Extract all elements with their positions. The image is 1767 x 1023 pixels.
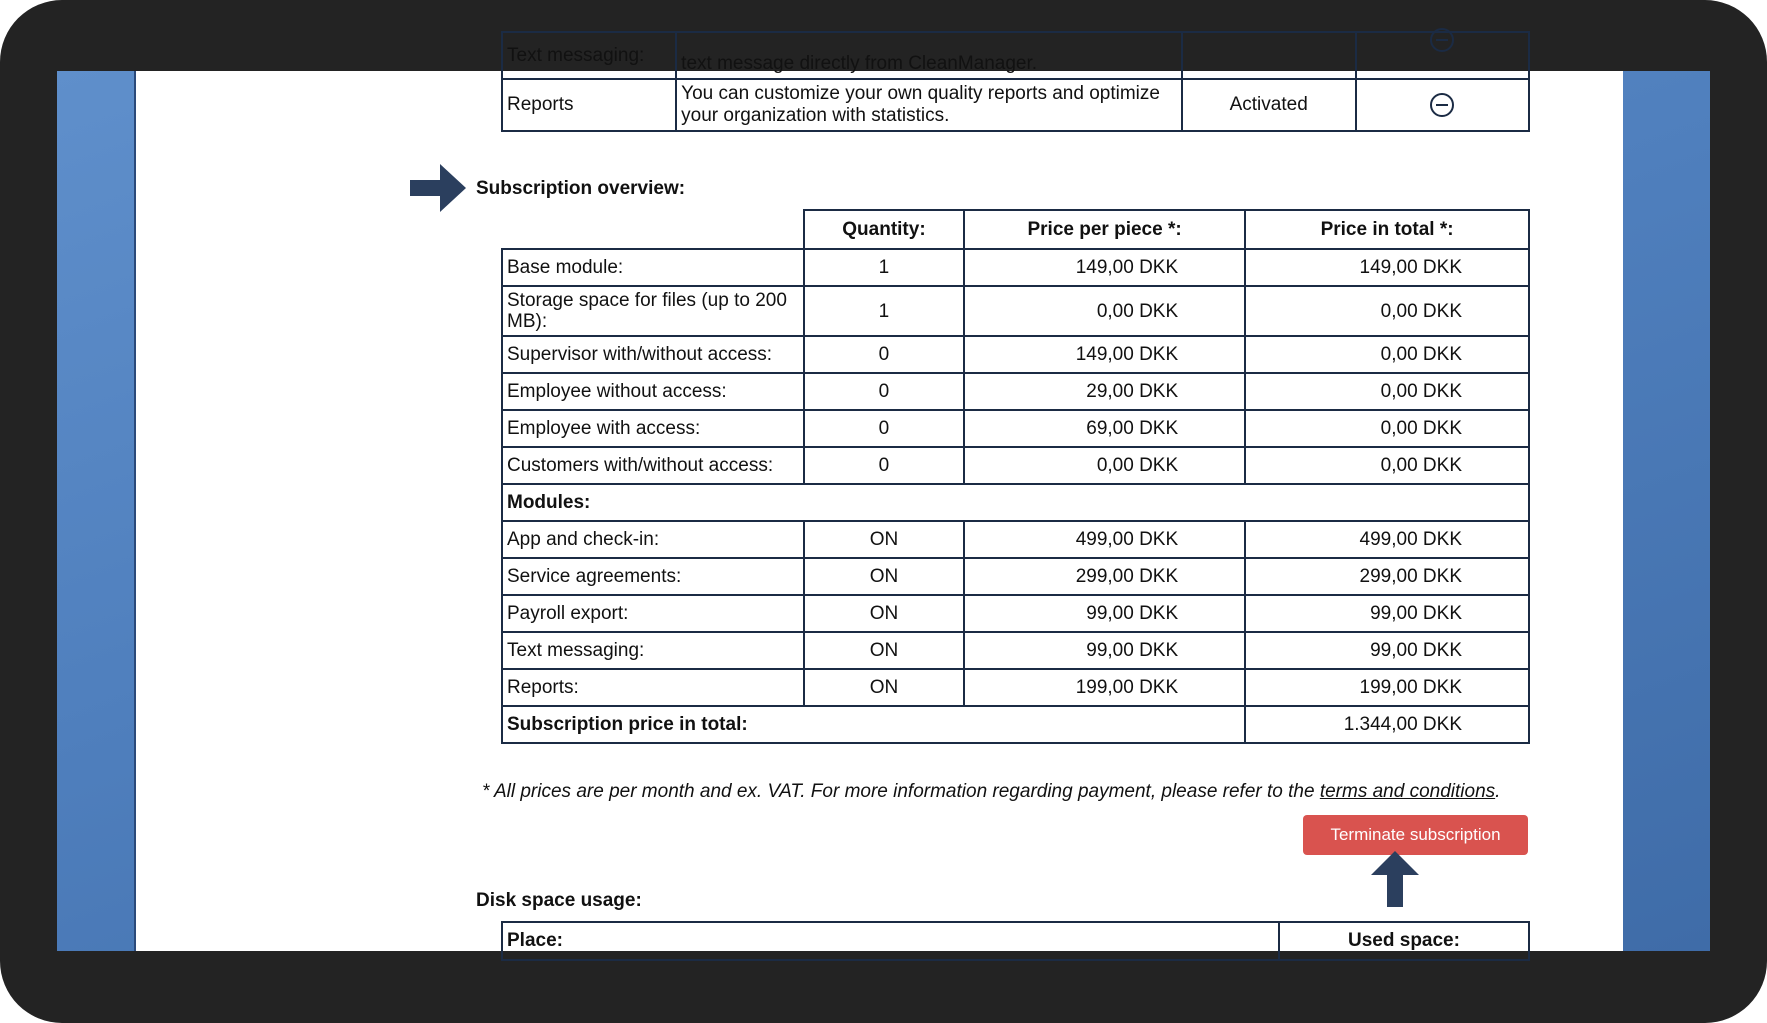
arrow-up-icon <box>1371 851 1419 907</box>
row-label: Supervisor with/without access: <box>502 336 804 373</box>
table-row <box>502 79 1529 131</box>
row-price: 499,00 DKK <box>964 521 1245 558</box>
row-quantity: ON <box>804 558 964 595</box>
row-price: 299,00 DKK <box>964 558 1245 595</box>
table-row <box>502 447 1529 484</box>
header-place: Place: <box>502 922 1279 960</box>
screen <box>57 44 1710 951</box>
row-total: 99,00 DKK <box>1245 595 1529 632</box>
row-quantity: 1 <box>804 286 964 336</box>
row-label: Customers with/without access: <box>502 447 804 484</box>
modules-section-label: Modules: <box>502 484 1529 521</box>
module-status <box>1182 32 1356 79</box>
minus-circle-icon[interactable] <box>1430 28 1454 52</box>
table-row <box>502 249 1529 286</box>
row-quantity: ON <box>804 632 964 669</box>
row-total: 299,00 DKK <box>1245 558 1529 595</box>
header-used-space: Used space: <box>1279 922 1529 960</box>
row-quantity: 1 <box>804 249 964 286</box>
table-row <box>502 521 1529 558</box>
header-quantity: Quantity: <box>804 210 964 249</box>
row-quantity: 0 <box>804 373 964 410</box>
row-quantity: 0 <box>804 447 964 484</box>
subscription-overview-table <box>501 209 1530 744</box>
row-total: 99,00 DKK <box>1245 632 1529 669</box>
module-name: Reports <box>502 79 676 131</box>
row-total: 199,00 DKK <box>1245 669 1529 706</box>
module-description: You can customize your own quality reports and optimize your organization with statistics. <box>676 79 1182 131</box>
table-row <box>502 286 1529 336</box>
row-label: Base module: <box>502 249 804 286</box>
arrow-right-icon <box>410 164 466 212</box>
row-total: 499,00 DKK <box>1245 521 1529 558</box>
row-label: Text messaging: <box>502 632 804 669</box>
row-price: 69,00 DKK <box>964 410 1245 447</box>
row-price: 0,00 DKK <box>964 286 1245 336</box>
row-quantity: ON <box>804 595 964 632</box>
module-status: Activated <box>1182 79 1356 131</box>
header-price-per-piece: Price per piece *: <box>964 210 1245 249</box>
row-price: 99,00 DKK <box>964 595 1245 632</box>
module-description: text message directly from CleanManager. <box>676 32 1182 79</box>
modules-table <box>501 31 1530 132</box>
row-label: Employee without access: <box>502 373 804 410</box>
header-price-total: Price in total *: <box>1245 210 1529 249</box>
table-row <box>502 632 1529 669</box>
row-price: 149,00 DKK <box>964 249 1245 286</box>
table-row <box>502 558 1529 595</box>
row-total: 0,00 DKK <box>1245 336 1529 373</box>
content-area <box>406 44 1623 951</box>
row-quantity: 0 <box>804 410 964 447</box>
table-row <box>502 484 1529 521</box>
row-label: Reports: <box>502 669 804 706</box>
row-total: 0,00 DKK <box>1245 447 1529 484</box>
table-row <box>502 410 1529 447</box>
module-name: Text messaging: <box>502 32 676 79</box>
table-header-row <box>502 922 1529 960</box>
row-label: Storage space for files (up to 200 MB): <box>502 286 804 336</box>
table-row <box>502 373 1529 410</box>
table-row <box>502 32 1529 79</box>
row-price: 29,00 DKK <box>964 373 1245 410</box>
row-total: 0,00 DKK <box>1245 286 1529 336</box>
price-footnote: * All prices are per month and ex. VAT. For more information regarding payment, please refer to the terms and conditions. <box>482 781 1501 802</box>
subscription-overview-title: Subscription overview: <box>476 178 686 199</box>
row-price: 0,00 DKK <box>964 447 1245 484</box>
row-quantity: ON <box>804 521 964 558</box>
row-price: 99,00 DKK <box>964 632 1245 669</box>
disk-usage-table <box>501 921 1530 961</box>
row-price: 199,00 DKK <box>964 669 1245 706</box>
row-label: Employee with access: <box>502 410 804 447</box>
row-label: Payroll export: <box>502 595 804 632</box>
disk-usage-title: Disk space usage: <box>476 890 642 911</box>
table-row <box>502 669 1529 706</box>
row-quantity: ON <box>804 669 964 706</box>
row-price: 149,00 DKK <box>964 336 1245 373</box>
terminate-subscription-button[interactable]: Terminate subscription <box>1303 815 1528 855</box>
table-row <box>502 595 1529 632</box>
table-header-row <box>502 210 1529 249</box>
row-total: 149,00 DKK <box>1245 249 1529 286</box>
table-row <box>502 706 1529 743</box>
terms-link[interactable]: terms and conditions <box>1319 781 1496 802</box>
row-total: 0,00 DKK <box>1245 373 1529 410</box>
row-label: Service agreements: <box>502 558 804 595</box>
total-label: Subscription price in total: <box>502 706 1245 743</box>
row-label: App and check-in: <box>502 521 804 558</box>
left-panel <box>134 71 408 951</box>
row-total: 0,00 DKK <box>1245 410 1529 447</box>
total-value: 1.344,00 DKK <box>1245 706 1529 743</box>
row-quantity: 0 <box>804 336 964 373</box>
minus-circle-icon[interactable] <box>1430 93 1454 117</box>
table-row <box>502 336 1529 373</box>
